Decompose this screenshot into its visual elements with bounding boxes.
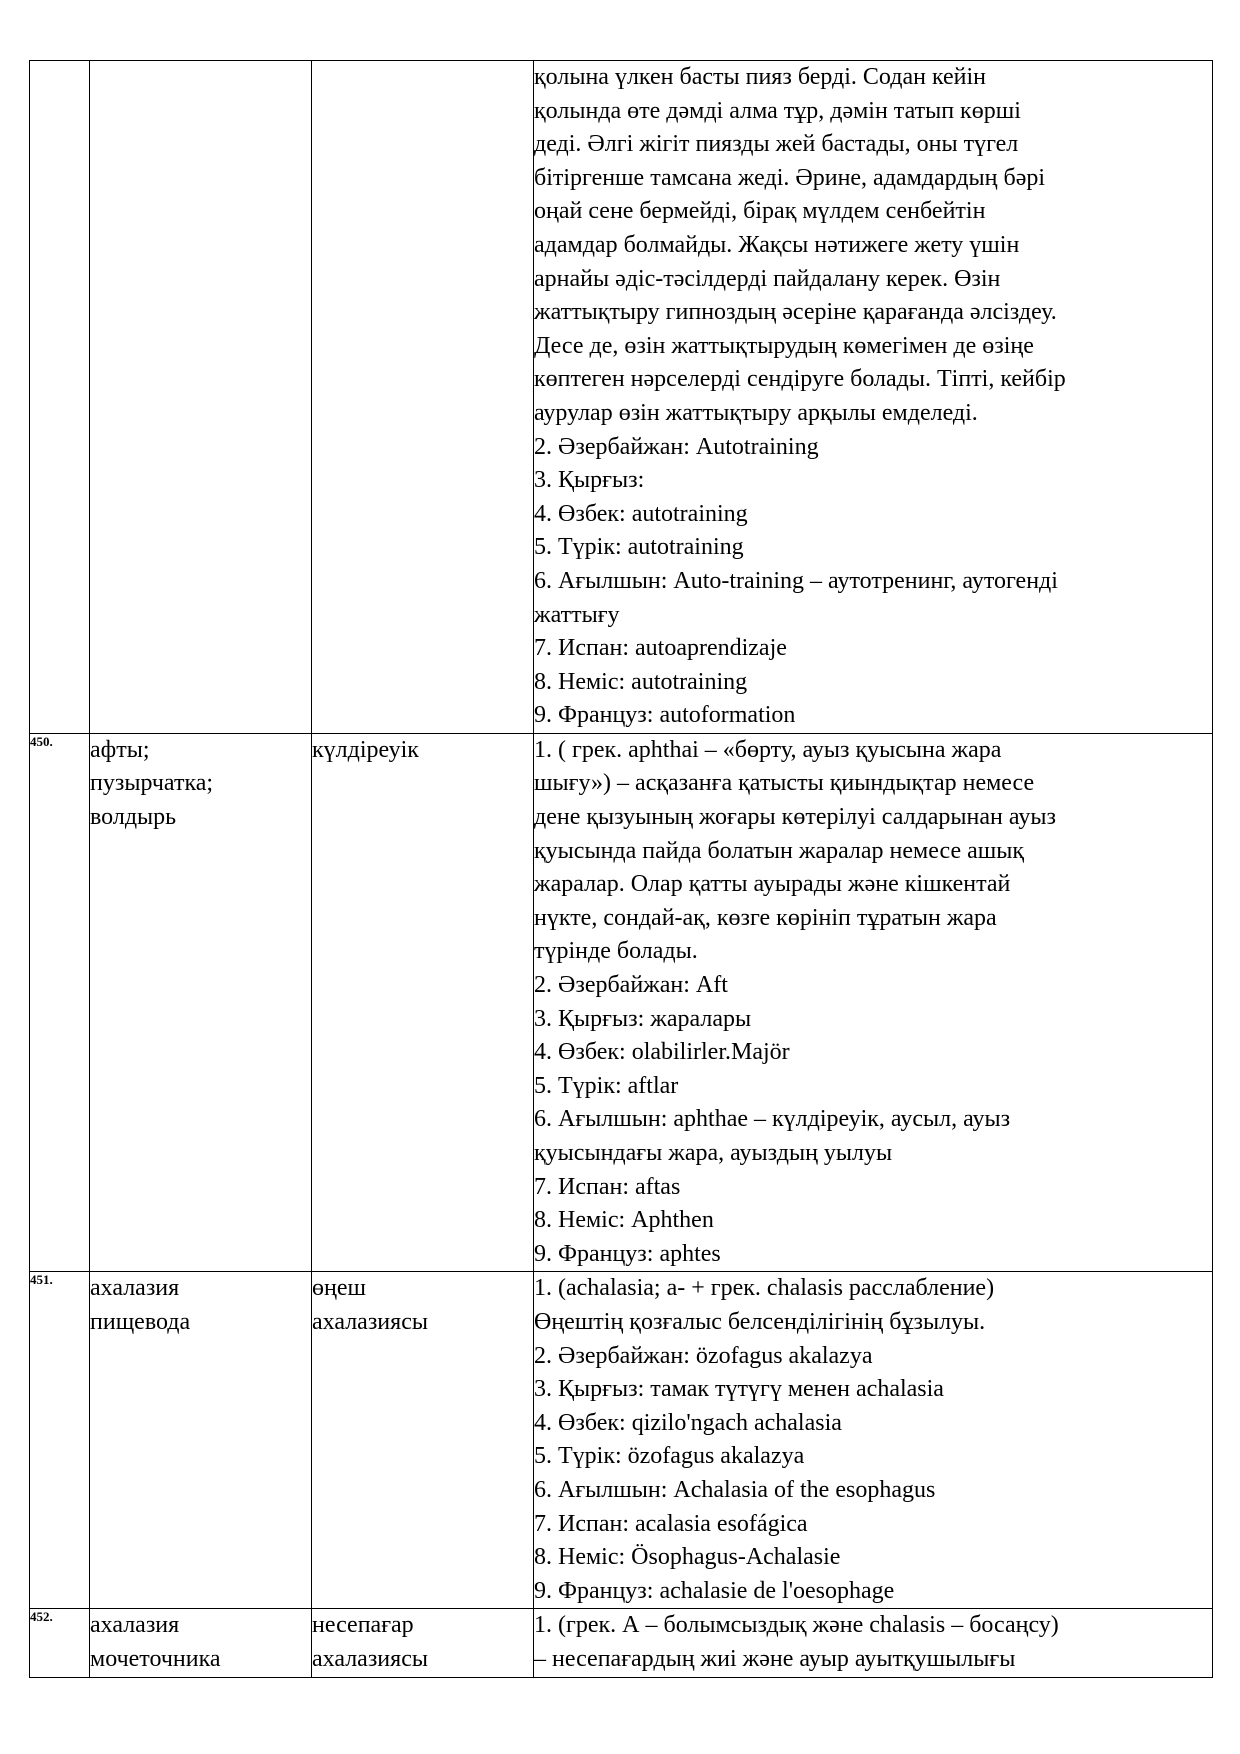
definition-line: 7. Испан: autoaprendizaje xyxy=(534,635,787,662)
definition-line: деді. Әлгі жігіт пиязды жей бастады, оны түгел xyxy=(534,131,1019,158)
definition-line: нүкте, сондай-ақ, көзге көрініп тұратын жара xyxy=(534,904,997,931)
kazakh-term-cell xyxy=(312,1609,534,1677)
table-row xyxy=(30,1609,1213,1677)
definition-line: түрінде болады. xyxy=(534,938,698,965)
definition-line: қуысында пайда болатын жаралар немесе ашық xyxy=(534,837,1025,864)
kazakh-term-cell xyxy=(312,733,534,1272)
entry-number: 451. xyxy=(30,1272,90,1609)
russian-term-cell xyxy=(90,61,312,734)
definition-line: 2. Әзербайжан: Aft xyxy=(534,972,728,999)
terminology-table xyxy=(29,60,1213,1678)
definition-cell xyxy=(534,1272,1213,1609)
russian-term-line: афты; xyxy=(90,736,150,763)
definition-line: қуысындағы жара, ауыздың уылуы xyxy=(534,1140,893,1166)
kazakh-term-line: несепағар xyxy=(312,1612,414,1639)
definition-line: 8. Неміс: autotraining xyxy=(534,668,748,695)
definition-line: 5. Түрік: autotraining xyxy=(534,534,744,561)
definition-line: аурулар өзін жаттықтыру арқылы емделеді. xyxy=(534,399,978,426)
definition-line: 1. (achalasia; а- + грек. chalasis расслабление) xyxy=(534,1275,995,1302)
kazakh-term-cell xyxy=(312,61,534,734)
definition-line: – несепағардың жиі және ауыр ауытқушылығы xyxy=(534,1645,1016,1672)
definition-line: жаралар. Олар қатты ауырады және кішкентай xyxy=(534,871,1011,898)
definition-line: жаттықтыру гипноздың әсеріне қарағанда әлсіздеу. xyxy=(534,299,1057,326)
entry-number: 452. xyxy=(30,1609,90,1677)
definition-line: 4. Өзбек: qizilo'ngach achalasia xyxy=(534,1409,842,1436)
definition-line: Десе де, өзін жаттықтырудың көмегімен де өзіңе xyxy=(534,332,1034,359)
russian-term-cell xyxy=(90,733,312,1272)
definition-line: 6. Ағылшын: Auto-training – аутотренинг, аутогенді xyxy=(534,567,1058,594)
kazakh-term-cell xyxy=(312,1272,534,1609)
definition-line: қолында өте дәмді алма тұр, дәмін татып көрші xyxy=(534,97,1021,124)
document-page xyxy=(29,60,1213,1678)
definition-line: 4. Өзбек: olabilirler.Majör xyxy=(534,1039,790,1066)
definition-line: көптеген нәрселерді сендіруге болады. Тіпті, кейбір xyxy=(534,366,1066,393)
definition-line: арнайы әдіс-тәсілдерді пайдалану керек. Өзін xyxy=(534,265,1001,292)
definition-line: 1. ( грек. aphthai – «бөрту, ауыз қуысына жара xyxy=(534,736,1002,763)
definition-line: бітіргенше тамсана жеді. Әрине, адамдардың бәрі xyxy=(534,164,1046,191)
entry-number: 450. xyxy=(30,733,90,1272)
definition-cell xyxy=(534,61,1213,734)
russian-term-line: волдырь xyxy=(90,804,177,831)
russian-term-line: мочеточника xyxy=(90,1645,221,1672)
kazakh-term-line: күлдіреуік xyxy=(312,736,419,763)
definition-line: 6. Ағылшын: aphthae – күлдіреуік, аусыл, ауыз xyxy=(534,1106,1011,1133)
definition-line: 8. Неміс: Aphthen xyxy=(534,1207,714,1234)
definition-line: 5. Түрік: aftlar xyxy=(534,1072,679,1099)
kazakh-term-line: ахалазиясы xyxy=(312,1645,428,1672)
definition-line: 7. Испан: acalasia esofágica xyxy=(534,1510,808,1537)
definition-line: шығу») – асқазанға қатысты қиындықтар немесе xyxy=(534,770,1035,797)
definition-line: 8. Неміс: Ösophagus-Achalasie xyxy=(534,1544,841,1571)
definition-line: 9. Француз: aphtes xyxy=(534,1240,721,1267)
table-row xyxy=(30,1272,1213,1609)
definition-cell xyxy=(534,1609,1213,1677)
definition-line: 9. Француз: autoformation xyxy=(534,702,796,729)
definition-line: дене қызуының жоғары көтерілуі салдарынан ауыз xyxy=(534,804,1056,831)
definition-line: адамдар болмайды. Жақсы нәтижеге жету үшін xyxy=(534,231,1020,258)
definition-line: қолына үлкен басты пияз берді. Содан кейін xyxy=(534,64,987,90)
definition-line: 2. Әзербайжан: özofagus akalazya xyxy=(534,1342,873,1369)
kazakh-term-line: өңеш xyxy=(312,1275,366,1302)
definition-line: 3. Қырғыз: жаралары xyxy=(534,1005,752,1032)
definition-line: жаттығу xyxy=(534,601,620,628)
definition-cell xyxy=(534,733,1213,1272)
table-row xyxy=(30,733,1213,1272)
table-row xyxy=(30,61,1213,734)
definition-line: 6. Ағылшын: Achalasia of the esophagus xyxy=(534,1476,936,1503)
russian-term-line: пищевода xyxy=(90,1308,191,1335)
russian-term-line: пузырчатка; xyxy=(90,770,214,797)
russian-term-cell xyxy=(90,1609,312,1677)
definition-line: 3. Қырғыз: тамак түтүгү менен achalasia xyxy=(534,1376,944,1403)
definition-line: 3. Қырғыз: xyxy=(534,467,645,494)
table-body xyxy=(30,61,1213,1678)
definition-line: 1. (грек. А – болымсыздық және chalasis – босаңсу) xyxy=(534,1612,1059,1639)
definition-line: 2. Әзербайжан: Autotraining xyxy=(534,433,819,460)
definition-line: Өңештің қозғалыс белсенділігінің бұзылуы. xyxy=(534,1308,986,1335)
definition-line: 7. Испан: aftas xyxy=(534,1173,681,1200)
russian-term-line: ахалазия xyxy=(90,1275,180,1302)
definition-line: 5. Түрік: özofagus akalazya xyxy=(534,1443,805,1470)
definition-line: 9. Француз: achalasie de l'oesophage xyxy=(534,1577,895,1604)
entry-number xyxy=(30,61,90,734)
kazakh-term-line: ахалазиясы xyxy=(312,1308,428,1335)
definition-line: 4. Өзбек: autotraining xyxy=(534,500,748,527)
russian-term-line: ахалазия xyxy=(90,1612,180,1639)
russian-term-cell xyxy=(90,1272,312,1609)
definition-line: оңай сене бермейді, бірақ мүлдем сенбейтін xyxy=(534,198,986,225)
